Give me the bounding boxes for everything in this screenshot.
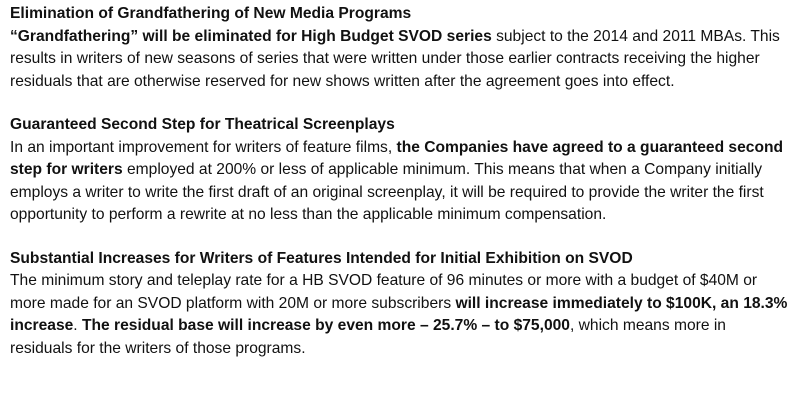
section-body [10, 137, 792, 227]
bold-phrase: “Grandfathering” will be eliminated for High Budget SVOD series [10, 27, 492, 45]
body-text: , which means more in residuals for the writers of those programs. [10, 317, 726, 357]
section-body [10, 26, 792, 94]
bold-phrase: The residual base will increase by even more – 25.7% – to $75,000 [81, 317, 570, 334]
section-second-step [10, 114, 800, 227]
section-heading: Substantial Increases for Writers of Features Intended for Initial Exhibition on SVOD [10, 249, 633, 267]
bold-phrase: will increase immediately to $100K, an 18.3% increase [10, 294, 788, 334]
bold-phrase: the Companies have agreed to a guaranteed second step for writers [10, 138, 784, 178]
body-text: In an important improvement for writers of feature films, [10, 138, 397, 156]
section-grandfathering [10, 3, 800, 93]
section-heading: Guaranteed Second Step for Theatrical Screenplays [10, 116, 395, 133]
section-heading: Elimination of Grandfathering of New Media Programs [10, 5, 412, 22]
section-svod-features [10, 248, 800, 361]
body-text: employed at 200% or less of applicable minimum. This means that when a Company initially employs a writer to write the first draft of an original screenplay, it will be required to provide the writer the first opportunity to perform a rewrite at no less than the applicable minimum compensation. [10, 161, 764, 223]
body-text: . [73, 317, 82, 334]
body-text: The minimum story and teleplay rate for a HB SVOD feature of 96 minutes or more with a budget of $40M or more made for an SVOD platform with 20M or more subscribers [10, 272, 758, 312]
section-body [10, 270, 792, 360]
body-text: subject to the 2014 and 2011 MBAs. This results in writers of new seasons of series that were written under those earlier contracts receiving the higher residuals that are otherwise reserved for new shows written after the agreement goes into effect. [10, 27, 780, 90]
